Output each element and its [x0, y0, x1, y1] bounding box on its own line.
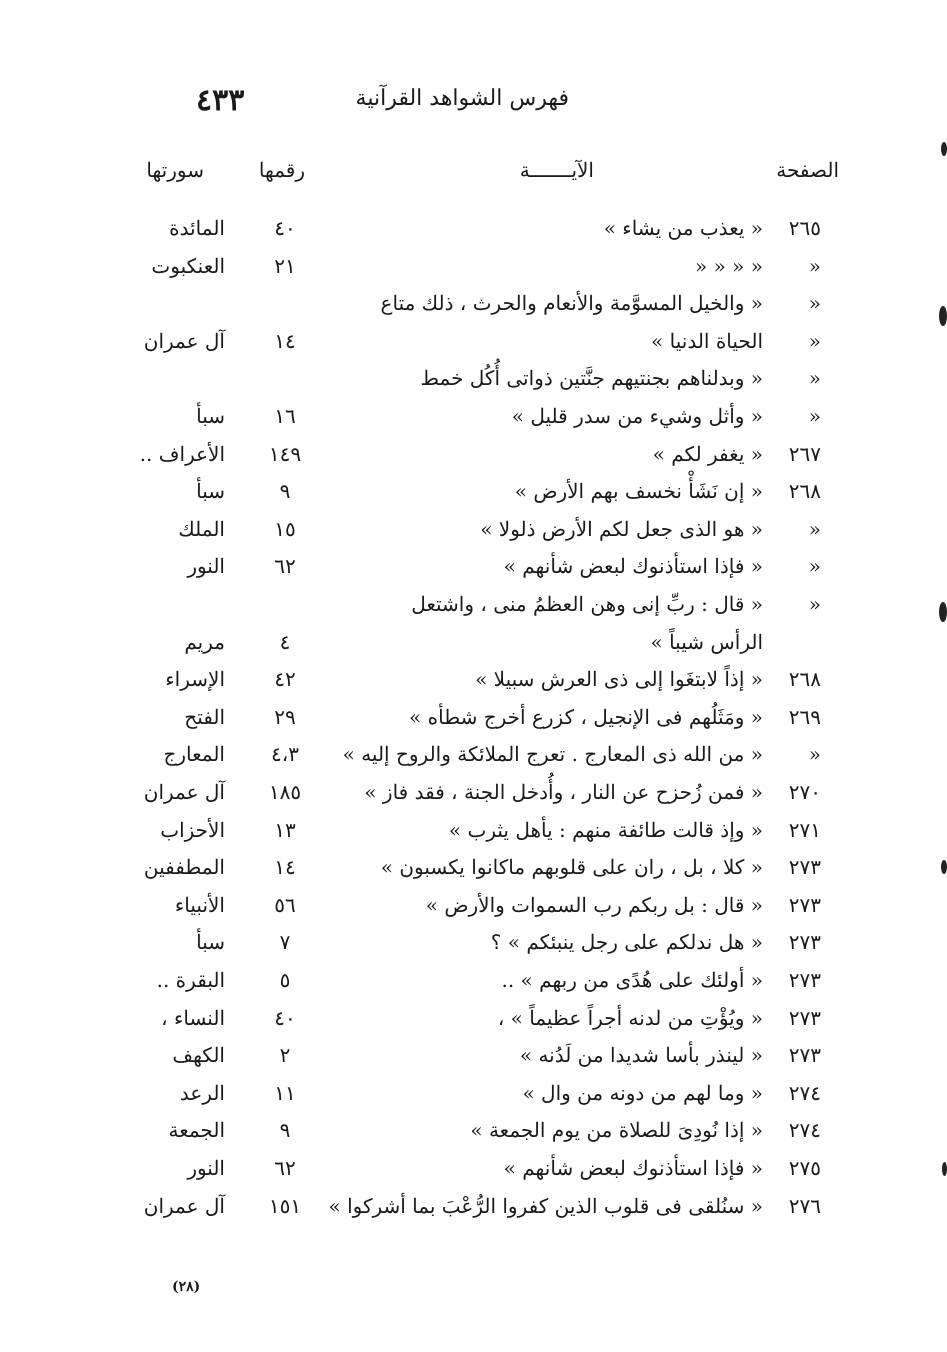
scan-mark [942, 1162, 947, 1176]
row-page: ٢٧٣ [788, 930, 821, 954]
row-verse: « إذاً لابتغَوا إلى ذى العرش سبيلا » [475, 667, 763, 691]
row-number: ١٤ [274, 855, 296, 879]
row-number: ٧ [279, 930, 291, 954]
row-page: ٢٧٣ [788, 893, 821, 917]
row-number: ٤٢ [274, 667, 296, 691]
scan-mark [941, 860, 947, 874]
row-verse: « ويُؤْتِ من لدنه أجراً عظيماً » ، [497, 1006, 763, 1030]
row-surah: آل عمران [143, 780, 225, 804]
row-verse: الحياة الدنيا » [651, 329, 763, 353]
row-verse: « لينذر بأسا شديدا من لَدُنه » [519, 1043, 763, 1067]
row-number: ٦٢ [274, 554, 296, 578]
row-page: » [808, 366, 821, 390]
row-surah: آل عمران [143, 329, 225, 353]
row-surah: العنكبوت [151, 254, 225, 278]
row-verse: « قال : بل ربكم رب السموات والأرض » [425, 893, 763, 917]
row-number: ٢١ [274, 254, 296, 278]
row-surah: الإسراء [165, 667, 225, 691]
row-verse: « كلا ، بل ، ران على قلوبهم ماكانوا يكسبون » [380, 855, 763, 879]
row-number: ٩ [279, 1118, 291, 1142]
row-page: ٢٦٩ [788, 705, 821, 729]
row-verse: « سنُلقى فى قلوب الذين كفروا الرُّعْبَ بما أشركوا » [328, 1194, 763, 1218]
row-number: ١٥١ [268, 1194, 302, 1218]
row-verse: « فإذا استأذنوك لبعض شأنهم » [503, 554, 763, 578]
row-page: » [808, 329, 821, 353]
row-page: ٢٧٤ [788, 1118, 821, 1142]
row-page: ٢٧٠ [788, 780, 821, 804]
scan-mark [941, 142, 947, 156]
row-number: ٢ [279, 1043, 291, 1067]
row-verse: « يعذب من يشاء » [603, 216, 763, 240]
header-verse: الآيـــــــة [519, 158, 594, 182]
row-number: ٤،٣ [271, 742, 299, 766]
row-surah: سبأ [196, 930, 225, 954]
row-page: ٢٧٣ [788, 1043, 821, 1067]
row-verse: « وإذ قالت طائفة منهم : يأهل يثرب » [448, 818, 763, 842]
row-surah: مريم [184, 630, 225, 654]
row-page: ٢٧١ [788, 818, 821, 842]
scan-mark [939, 602, 947, 622]
row-page: ٢٦٨ [788, 479, 821, 503]
row-surah: الملك [178, 517, 225, 541]
row-surah: البقرة .. [156, 968, 225, 992]
row-surah: الأحزاب [160, 818, 225, 842]
header-surah: سورتها [146, 158, 204, 182]
row-page: » [808, 291, 821, 315]
header-page: الصفحة [776, 158, 839, 182]
row-surah: سبأ [196, 404, 225, 428]
scan-mark [939, 306, 947, 326]
row-page: ٢٧٣ [788, 1006, 821, 1030]
row-surah: النور [187, 554, 225, 578]
page-number: ٤٣٣ [196, 83, 245, 118]
row-page: ٢٧٥ [788, 1156, 821, 1180]
row-number: ١٦ [274, 404, 296, 428]
row-verse: « هو الذى جعل لكم الأرض ذلولا » [480, 517, 763, 541]
row-surah: الجمعة [168, 1118, 225, 1142]
row-page: ٢٧٣ [788, 855, 821, 879]
row-page: ٢٧٦ [788, 1194, 821, 1218]
row-number: ٦٢ [274, 1156, 296, 1180]
row-page: » [808, 742, 821, 766]
row-verse: « أولئك على هُدًى من ربهم » .. [501, 968, 763, 992]
row-number: ١١ [274, 1081, 296, 1105]
row-number: ١٨٥ [268, 780, 302, 804]
row-surah: المائدة [169, 216, 225, 240]
row-verse: « فمن زُحزح عن النار ، وأُدخل الجنة ، فقد فاز » [364, 780, 763, 804]
row-number: ٢٩ [274, 705, 296, 729]
row-number: ٩ [279, 479, 291, 503]
row-surah: آل عمران [143, 1194, 225, 1218]
running-title: فهرس الشواهد القرآنية [355, 86, 569, 111]
row-surah: المعارج [163, 742, 225, 766]
row-number: ١٥ [274, 517, 296, 541]
row-page: ٢٦٥ [788, 216, 821, 240]
row-verse: « ومَثَلُهم فى الإنجيل ، كزرع أخرج شطأه » [409, 705, 763, 729]
row-number: ١٤ [274, 329, 296, 353]
row-verse: « قال : ربِّ إنى وهن العظمُ منى ، واشتعل [411, 592, 763, 616]
row-surah: الأعراف .. [139, 442, 225, 466]
row-number: ٤٠ [274, 216, 296, 240]
row-surah: الكهف [172, 1043, 225, 1067]
row-verse: « وأثل وشيء من سدر قليل » [511, 404, 763, 428]
row-number: ٥٦ [274, 893, 296, 917]
row-verse: الرأس شيباً » [650, 630, 763, 654]
row-number: ١٣ [274, 818, 296, 842]
row-surah: النساء ، [161, 1006, 225, 1030]
row-surah: الفتح [184, 705, 225, 729]
row-verse: « فإذا استأذنوك لبعض شأنهم » [503, 1156, 763, 1180]
row-page: » [808, 404, 821, 428]
row-surah: الرعد [179, 1081, 225, 1105]
row-verse: « من الله ذى المعارج . تعرج الملائكة والروح إليه » [342, 742, 763, 766]
footer-signature: (٢٨) [172, 1279, 201, 1295]
row-verse: » » » » [694, 254, 763, 278]
row-verse: « وبدلناهم بجنتيهم جنَّتين ذواتى أُكُل خمط [420, 366, 763, 390]
row-verse: « يغفر لكم » [652, 442, 763, 466]
row-surah: سبأ [196, 479, 225, 503]
row-verse: « إذا نُودِىَ للصلاة من يوم الجمعة » [470, 1118, 763, 1142]
row-number: ١٤٩ [268, 442, 302, 466]
row-surah: الأنبياء [174, 893, 225, 917]
row-number: ٤ [279, 630, 291, 654]
row-page: ٢٦٨ [788, 667, 821, 691]
row-verse: « هل ندلكم على رجل ينبئكم » ؟ [490, 930, 763, 954]
row-verse: « وما لهم من دونه من وال » [522, 1081, 763, 1105]
row-page: ٢٦٧ [788, 442, 821, 466]
row-number: ٤٠ [274, 1006, 296, 1030]
row-verse: « والخيل المسوَّمة والأنعام والحرث ، ذلك متاع [380, 291, 763, 315]
row-page: ٢٧٣ [788, 968, 821, 992]
row-page: » [808, 254, 821, 278]
row-page: » [808, 592, 821, 616]
row-page: ٢٧٤ [788, 1081, 821, 1105]
row-surah: المطففين [143, 855, 225, 879]
row-page: » [808, 517, 821, 541]
header-number: رقمها [258, 158, 305, 182]
row-verse: « إن نَشَأْ نخسف بهم الأرض » [514, 479, 763, 503]
row-surah: النور [187, 1156, 225, 1180]
row-number: ٥ [279, 968, 291, 992]
row-page: » [808, 554, 821, 578]
